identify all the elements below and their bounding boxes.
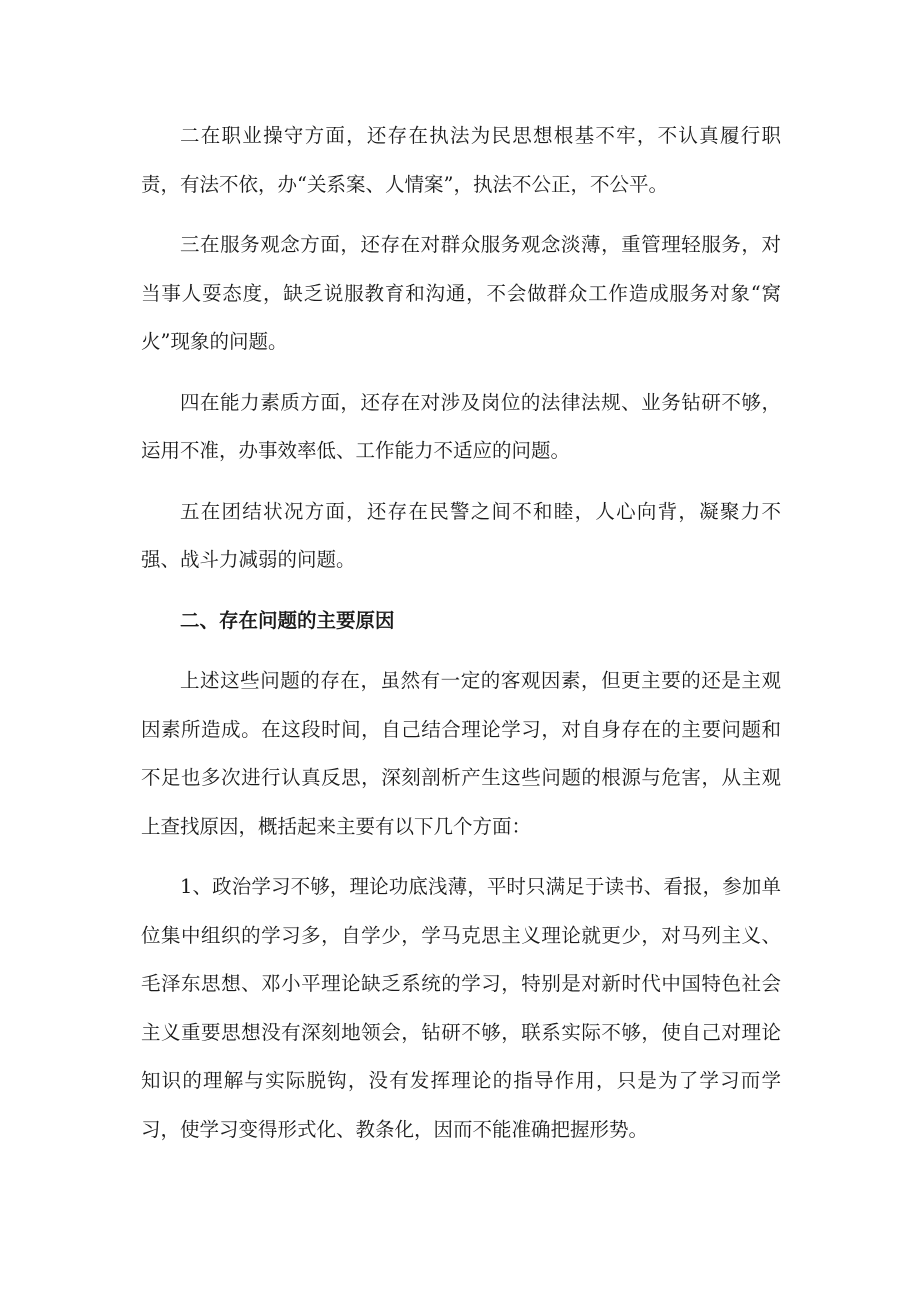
section-heading: 二、存在问题的主要原因 [180, 608, 395, 632]
paragraph-unity-status: 五在团结状况方面，还存在民警之间不和睦，人心向背，凝聚力不强、战斗力减弱的问题。 [141, 499, 781, 571]
paragraph-service-concept: 三在服务观念方面，还存在对群众服务观念淡薄，重管理轻服务，对当事人耍态度，缺乏说服教育和沟通，不会做群众工作造成服务对象“窝火”现象的问题。 [141, 233, 781, 353]
document-body [141, 112, 781, 1166]
paragraph-ability-quality: 四在能力素质方面，还存在对涉及岗位的法律法规、业务钻研不够，运用不准，办事效率低、工作能力不适应的问题。 [141, 390, 781, 462]
paragraph-professional-ethics: 二在职业操守方面，还存在执法为民思想根基不牢，不认真履行职责，有法不依，办“关系案、人情案”，执法不公正，不公平。 [141, 124, 781, 196]
paragraph-cause-1: 1、政治学习不够，理论功底浅薄，平时只满足于读书、看报，参加单位集中组织的学习多，自学少，学马克思主义理论就更少，对马列主义、毛泽东思想、邓小平理论缺乏系统的学习，特别是对新时代中国特色社会主义重要思想没有深刻地领会，钻研不够，联系实际不够，使自己对理论知识的理解与实际脱钩，没有发挥理论的指导作用，只是为了学习而学习，使学习变得形式化、教条化，因而不能准确把握形势。 [141, 875, 781, 1141]
paragraph-causes-intro: 上述这些问题的存在，虽然有一定的客观因素，但更主要的还是主观因素所造成。在这段时间，自己结合理论学习，对自身存在的主要问题和不足也多次进行认真反思，深刻剖析产生这些问题的根源与危害，从主观上查找原因，概括起来主要有以下几个方面： [141, 669, 781, 838]
